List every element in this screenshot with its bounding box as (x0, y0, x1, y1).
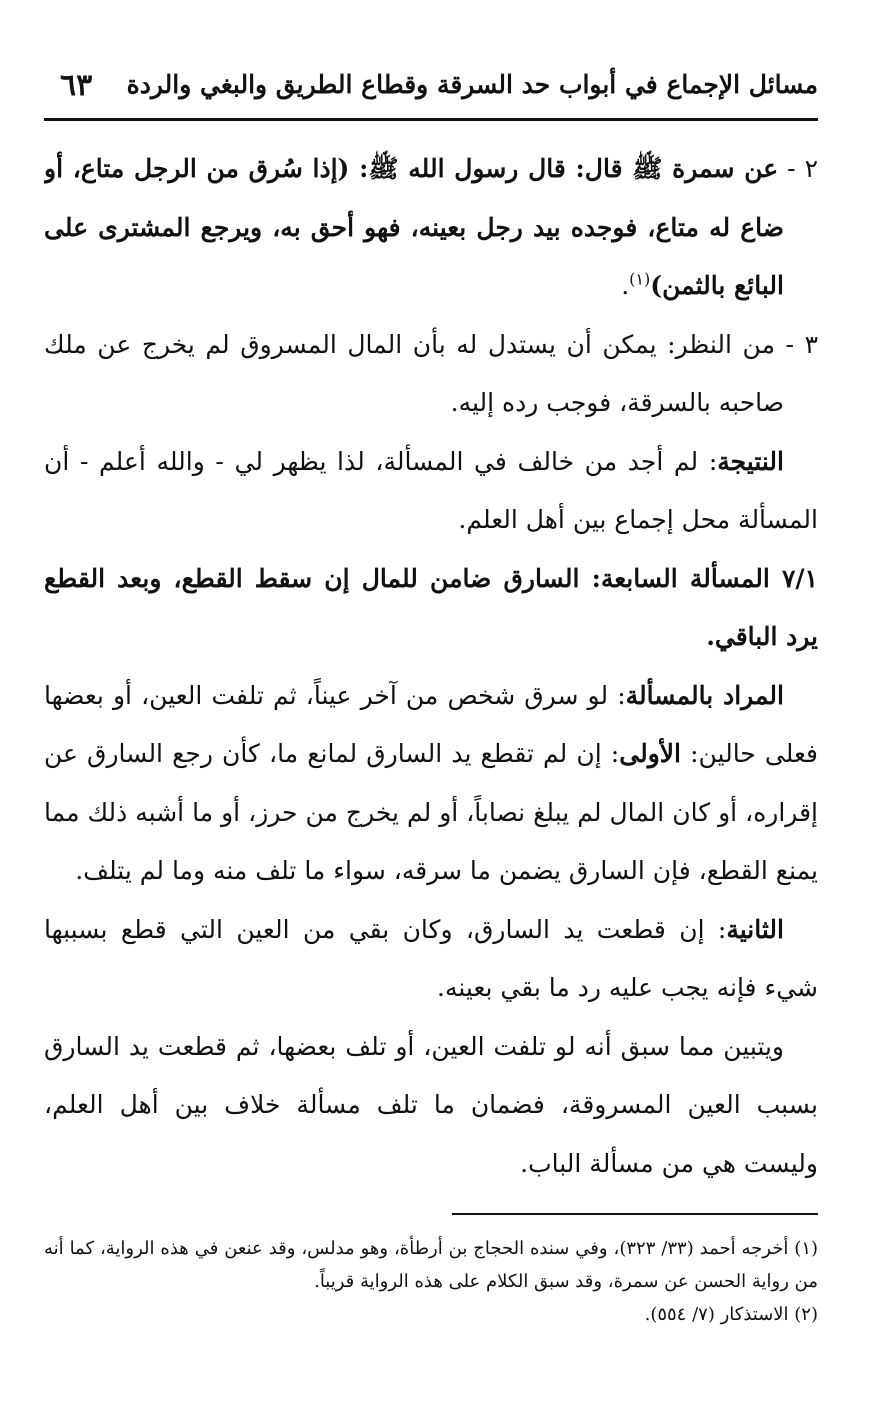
item-number: ٢ - (778, 154, 818, 183)
footnote-2: (٢) الاستذكار (٧/ ٥٥٤). (644, 1304, 818, 1325)
running-header (44, 66, 818, 110)
running-title: مسائل الإجماع في أبواب حد السرقة وقطاع الطريق والبغي والردة (126, 70, 818, 99)
meaning-paragraph (44, 667, 818, 901)
first-case-label: الأولى (619, 739, 681, 768)
issue-heading: ٧/١ المسألة السابعة: السارق ضامن للمال إن سقط القطع، وبعد القطع يرد الباقي. (44, 563, 818, 651)
page-number: ٦٣ (60, 68, 93, 103)
footnote-divider (452, 1213, 818, 1215)
first-case-text: : إن لم تقطع يد السارق لمانع ما، كأن رجع السارق عن إقراره، أو كان المال لم يبلغ نصاباً، أو لم يخرج من حرز، أو ما أشبه ذلك مما يمنع القطع، فإن السارق يضمن ما سرقه، سواء ما تلف منه وما لم يتلف. (44, 739, 818, 885)
header-divider (44, 118, 818, 121)
result-label: النتيجة (717, 446, 784, 476)
footnotes (44, 1232, 818, 1352)
item-text: من النظر: يمكن أن يستدل له بأن المال المسروق لم يخرج عن ملك صاحبه بالسرقة، فوجب رده إليه. (44, 329, 784, 417)
second-case-paragraph (44, 901, 818, 1018)
second-case-text: : إن قطعت يد السارق، وكان بقي من العين التي قطع بسببها شيء فإنه يجب عليه رد ما بقي بعينه. (44, 914, 818, 1002)
numbered-item-2 (44, 140, 818, 316)
meaning-text: : لو سرق شخص من آخر عيناً، ثم تلفت العين، أو بعضها فعلى حالين: (44, 680, 818, 768)
numbered-item-3 (44, 316, 818, 433)
item-number: ٣ - (774, 329, 818, 359)
hadith-text: عن سمرة ﷺ قال: قال رسول الله ﷺ: (إذا سُرق من الرجل متاع، أو ضاع له متاع، فوجده بيد رجل بعينه، فهو أحق به، ويرجع المشترى على البائع بالثمن) (44, 154, 784, 300)
meaning-label: المراد بالمسألة (625, 680, 784, 710)
consensus-paragraph (44, 1193, 818, 1200)
main-text (44, 140, 818, 1200)
footnote-1: (١) أخرجه أحمد (٣٣/ ٣٢٣)، وفي سنده الحجاج بن أرطأة، وهو مدلس، وقد عنعن في هذه الرواية، كما أنه من رواية الحسن عن سمرة، وقد سبق الكلام على هذه الرواية قريباً. (44, 1238, 818, 1292)
result-text: : لم أجد من خالف في المسألة، لذا يظهر لي - والله أعلم - أن المسألة محل إجماع بين أهل العلم. (44, 446, 818, 534)
item-end: . (621, 271, 630, 300)
footnote-ref-1: (١) (629, 269, 651, 289)
clarification-paragraph: ويتبين مما سبق أنه لو تلفت العين، أو تلف بعضها، ثم قطعت يد السارق بسبب العين المسروقة، فضمان ما تلف مسألة خلاف بين أهل العلم، وليست هي من مسألة الباب. (44, 1031, 818, 1178)
second-case-label: الثانية (726, 914, 784, 944)
result-paragraph (44, 433, 818, 550)
